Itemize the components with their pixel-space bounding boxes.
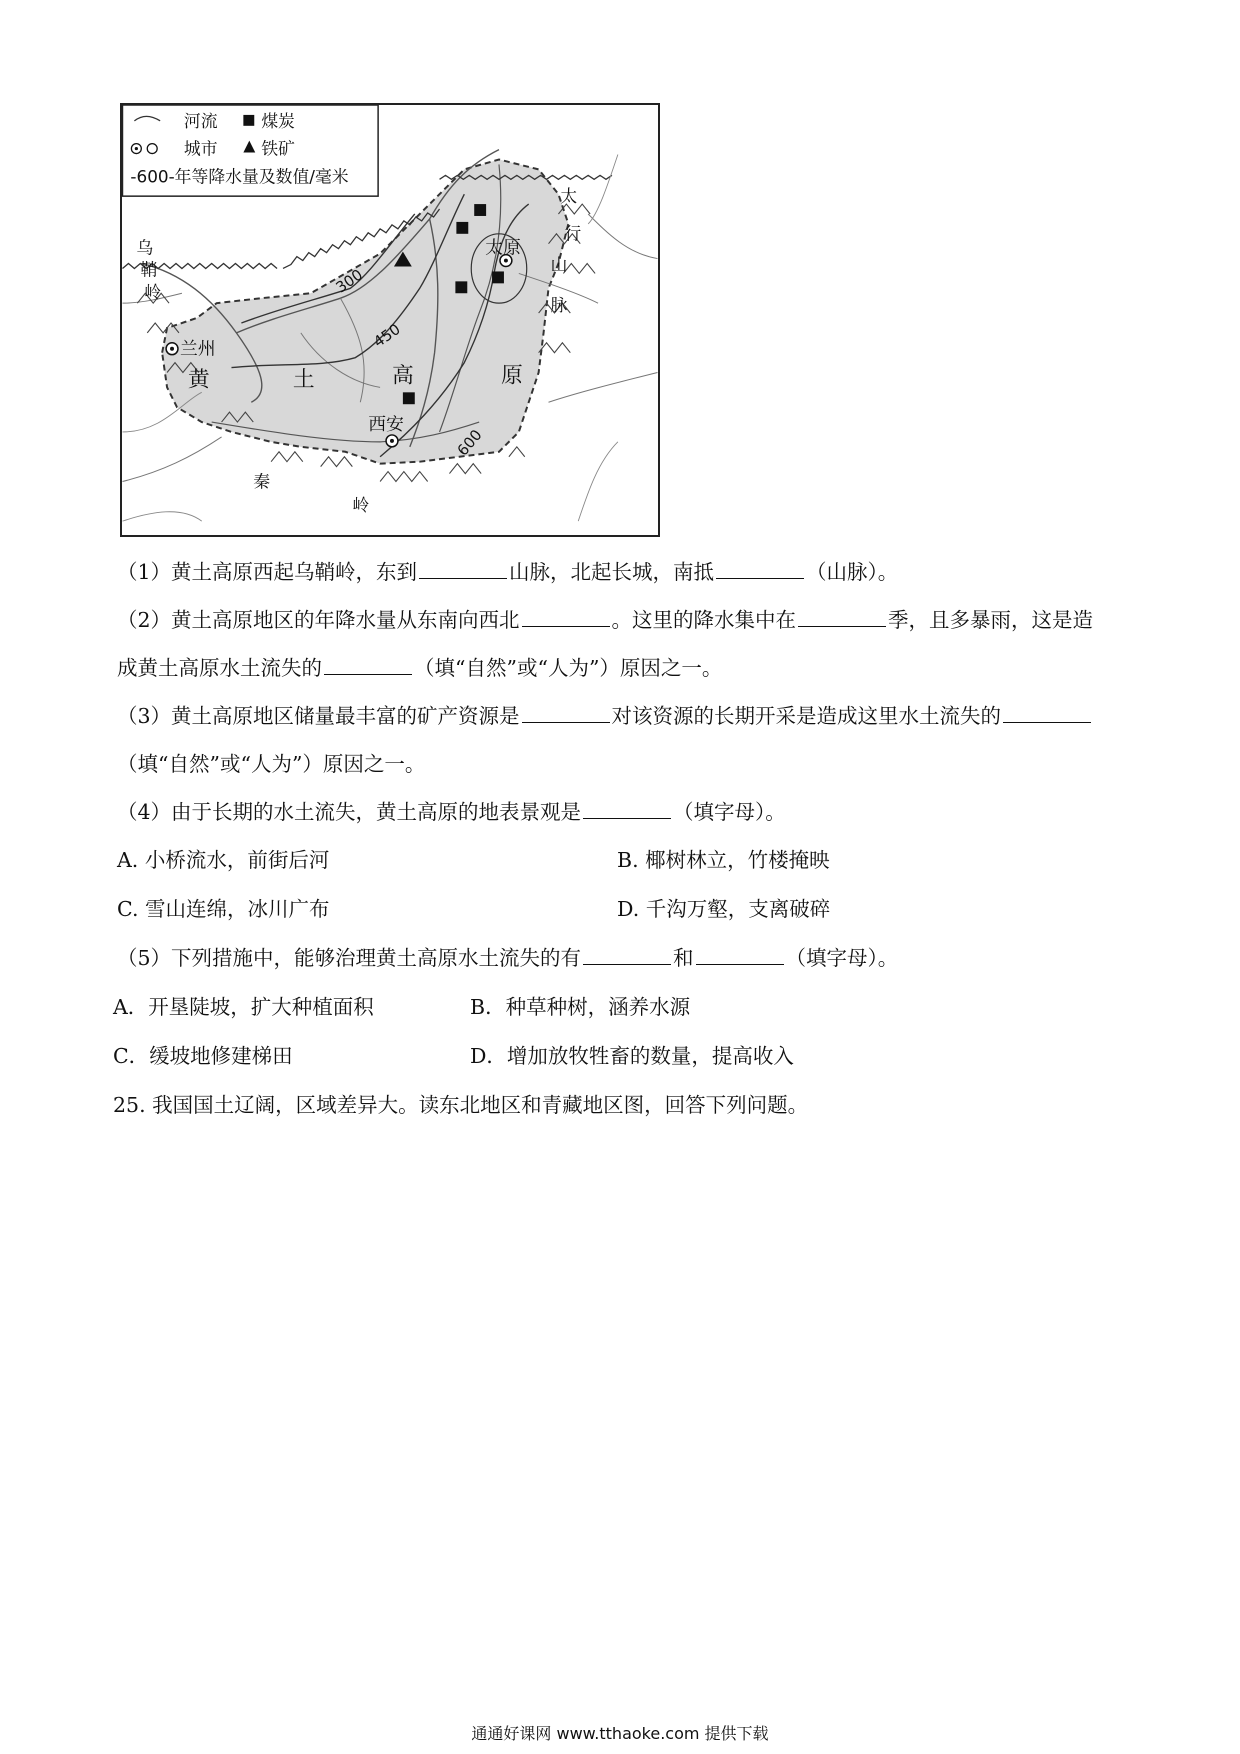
q5-blank-2[interactable] <box>696 944 784 965</box>
coal-marker <box>492 271 504 283</box>
q3-text-a: （3）黄土高原地区储量最丰富的矿产资源是 <box>117 704 520 728</box>
coal-marker <box>403 392 415 404</box>
q1-line <box>117 558 1180 586</box>
q3-blank-1[interactable] <box>522 702 610 723</box>
q1-text-b: 山脉，北起长城，南抵 <box>509 560 715 584</box>
q5-option-c[interactable]: C．缓坡地修建梯田 <box>113 1044 293 1068</box>
q3-text-b: 对该资源的长期开采是造成这里水土流失的 <box>611 704 1002 728</box>
q1-blank-1[interactable] <box>419 558 507 579</box>
q25-line: 25. 我国国土辽阔，区域差异大。读东北地区和青藏地区图，回答下列问题。 <box>113 1093 809 1117</box>
legend-city-label: 城市 <box>183 138 218 159</box>
label-tai: 太 <box>560 186 578 207</box>
legend-coal-label: 煤炭 <box>261 110 295 131</box>
q1-text-a: （1）黄土高原西起乌鞘岭，东到 <box>117 560 418 584</box>
coal-marker <box>474 204 486 216</box>
q5-option-a[interactable]: A．开垦陡坡，扩大种植面积 <box>113 995 374 1019</box>
label-iso600: 600 <box>453 425 486 460</box>
q4-blank-1[interactable] <box>583 798 671 819</box>
q2-blank-2[interactable] <box>798 606 886 627</box>
q2-text-d: 成黄土高原水土流失的 <box>117 656 322 680</box>
q2-line-1 <box>117 606 1180 634</box>
label-qiao: 鞘 <box>140 259 158 280</box>
label-lanzhou: 兰州 <box>179 338 216 360</box>
q3-text-c: （填“自然”或“人为”）原因之一。 <box>117 752 426 776</box>
q4-text-b: （填字母）。 <box>673 800 786 824</box>
plateau-region <box>162 159 568 463</box>
legend-coal-icon <box>243 115 254 126</box>
label-wu: 乌 <box>136 237 154 258</box>
page-footer: 通通好课网 www.tthaoke.com 提供下载 <box>471 1724 769 1743</box>
legend-iron-label: 铁矿 <box>261 138 295 159</box>
coal-marker <box>456 222 468 234</box>
label-ling1: 岭 <box>144 282 162 303</box>
coal-marker <box>455 281 467 293</box>
label-xian: 西安 <box>368 413 404 435</box>
label-hang: 行 <box>564 223 582 244</box>
q1-blank-2[interactable] <box>716 558 804 579</box>
q3-blank-2[interactable] <box>1003 702 1091 723</box>
q5-option-d[interactable]: D．增加放牧牲畜的数量，提高收入 <box>470 1044 794 1068</box>
q2-text-c: 季，且多暴雨，这是造 <box>888 608 1094 632</box>
label-iso300: 300 <box>332 265 366 297</box>
q3-line-2 <box>117 750 1180 778</box>
q5-text-a: （5）下列措施中，能够治理黄土高原水土流失的有 <box>117 946 582 970</box>
label-gao: 高 <box>391 363 414 389</box>
q5-blank-1[interactable] <box>583 944 671 965</box>
q1-text-c: （山脉）。 <box>806 560 899 584</box>
q2-blank-1[interactable] <box>522 606 610 627</box>
city-lanzhou-marker <box>166 343 178 355</box>
q4-line <box>117 798 1180 826</box>
q5-line <box>117 944 1180 972</box>
label-mai: 脉 <box>550 295 568 316</box>
city-xian-marker <box>386 435 398 447</box>
legend-river-label: 河流 <box>183 110 218 131</box>
q2-blank-3[interactable] <box>324 654 412 675</box>
map-svg <box>122 105 658 535</box>
q5-text-c: （填字母）。 <box>785 946 899 970</box>
q2-text-e: （填“自然”或“人为”）原因之一。 <box>414 656 723 680</box>
label-qin: 秦 <box>253 471 271 492</box>
label-shan: 山 <box>550 254 568 275</box>
q2-text-a: （2）黄土高原地区的年降水量从东南向西北 <box>117 608 520 632</box>
label-taiyuan: 太原 <box>485 237 521 259</box>
q5-option-b[interactable]: B．种草种树，涵养水源 <box>470 995 691 1019</box>
label-huang: 黄 <box>187 367 210 393</box>
loess-plateau-map <box>120 103 660 537</box>
q3-line-1 <box>117 702 1180 730</box>
q5-text-b: 和 <box>673 946 694 970</box>
q4-option-c[interactable]: C. 雪山连绵，冰川广布 <box>117 897 330 921</box>
label-yuan: 原 <box>500 363 523 389</box>
label-ling2: 岭 <box>352 495 370 516</box>
q4-option-a[interactable]: A. 小桥流水，前街后河 <box>117 848 330 872</box>
q4-text-a: （4）由于长期的水土流失，黄土高原的地表景观是 <box>117 800 582 824</box>
q4-option-d[interactable]: D. 千沟万壑，支离破碎 <box>617 897 831 921</box>
q4-option-b[interactable]: B. 椰树林立，竹楼掩映 <box>617 848 830 872</box>
q2-line-2 <box>117 654 1180 682</box>
label-tu: 土 <box>292 367 315 393</box>
label-iso450: 450 <box>370 319 404 352</box>
legend-isohyet-label: -600-年等降水量及数值/毫米 <box>130 166 349 187</box>
q2-text-b: 。这里的降水集中在 <box>611 608 797 632</box>
